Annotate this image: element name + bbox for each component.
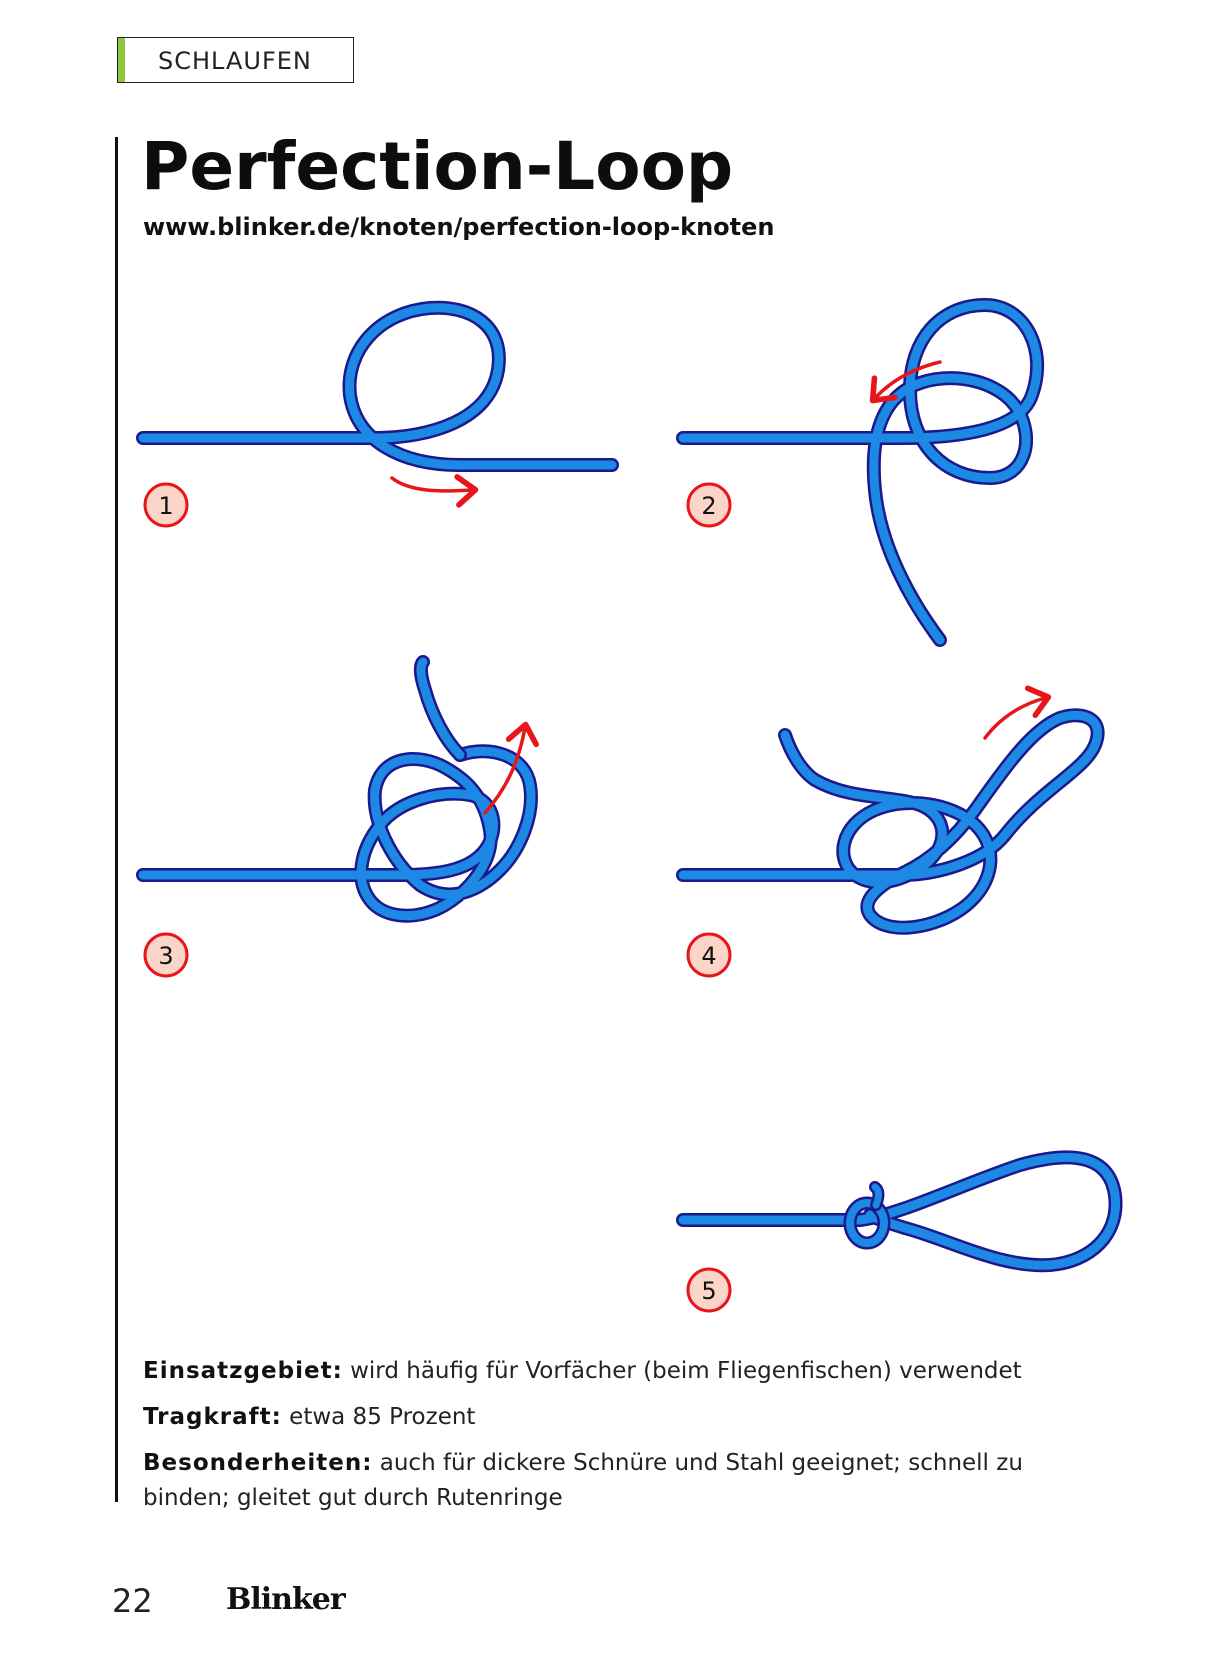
info-einsatzgebiet xyxy=(143,1354,1073,1389)
info-text: wird häufig für Vorfächer (beim Fliegenfischen) verwendet xyxy=(350,1358,1022,1384)
info-text: etwa 85 Prozent xyxy=(289,1404,476,1430)
brand-logo: Blinker xyxy=(226,1582,345,1617)
step-1-illustration xyxy=(143,308,612,491)
info-label: Tragkraft: xyxy=(143,1404,282,1430)
step-badge-1 xyxy=(145,484,187,526)
step-badge-4 xyxy=(688,934,730,976)
info-label: Einsatzgebiet: xyxy=(143,1358,343,1384)
step-5-illustration xyxy=(683,1157,1116,1265)
step-number: 2 xyxy=(701,492,717,520)
arrow-icon xyxy=(392,478,472,491)
info-besonderheiten xyxy=(143,1446,1073,1516)
section-label: SCHLAUFEN xyxy=(158,47,312,75)
step-4-illustration xyxy=(683,698,1098,928)
info-text: auch für dickere Schnüre und Stahl geeignet; schnell zu binden; gleitet gut durch Rutenringe xyxy=(143,1450,1023,1511)
knot-url[interactable]: www.blinker.de/knoten/perfection-loop-knoten xyxy=(143,213,775,241)
step-2-illustration xyxy=(683,305,1037,640)
page-number: 22 xyxy=(112,1582,153,1620)
step-number: 1 xyxy=(158,492,174,520)
info-tragkraft xyxy=(143,1400,1073,1435)
step-number: 3 xyxy=(158,942,174,970)
step-number: 4 xyxy=(701,942,717,970)
step-badge-5 xyxy=(688,1269,730,1311)
step-number: 5 xyxy=(701,1277,717,1305)
step-badge-3 xyxy=(145,934,187,976)
info-label: Besonderheiten: xyxy=(143,1450,373,1476)
page-title: Perfection-Loop xyxy=(141,128,734,205)
step-3-illustration xyxy=(143,662,531,916)
step-badge-2 xyxy=(688,484,730,526)
